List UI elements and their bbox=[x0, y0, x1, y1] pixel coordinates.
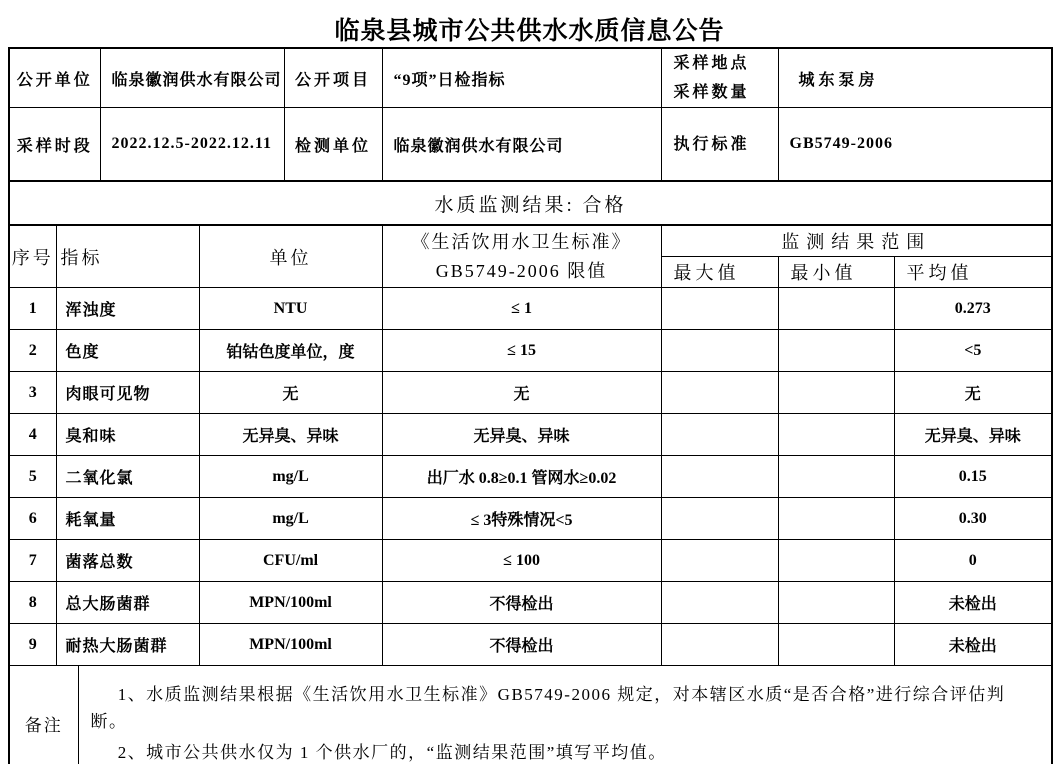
cell-limit: 不得检出 bbox=[382, 624, 661, 666]
header-range-group: 监测结果范围 bbox=[661, 225, 1052, 257]
cell-max bbox=[661, 498, 778, 540]
cell-max bbox=[661, 582, 778, 624]
cell-min bbox=[778, 582, 894, 624]
sampling-period-value: 2022.12.5-2022.12.11 bbox=[100, 108, 284, 182]
table-row bbox=[9, 498, 1052, 540]
cell-unit: MPN/100ml bbox=[199, 582, 382, 624]
cell-indicator: 色度 bbox=[56, 330, 199, 372]
result-banner-row bbox=[9, 181, 1052, 225]
cell-avg: 无 bbox=[894, 372, 1052, 414]
cell-indicator: 菌落总数 bbox=[56, 540, 199, 582]
sampling-place-count-label bbox=[661, 48, 778, 108]
cell-no: 3 bbox=[9, 372, 56, 414]
cell-no: 6 bbox=[9, 498, 56, 540]
cell-unit: mg/L bbox=[199, 498, 382, 540]
cell-no: 2 bbox=[9, 330, 56, 372]
cell-min bbox=[778, 456, 894, 498]
sampling-period-label: 采样时段 bbox=[9, 108, 100, 182]
remarks-text bbox=[78, 666, 1052, 764]
public-unit-label: 公开单位 bbox=[9, 48, 100, 108]
cell-no: 9 bbox=[9, 624, 56, 666]
cell-limit: 不得检出 bbox=[382, 582, 661, 624]
table-row bbox=[9, 288, 1052, 330]
header-avg: 平均值 bbox=[894, 257, 1052, 288]
header-unit: 单位 bbox=[199, 225, 382, 288]
cell-avg: <5 bbox=[894, 330, 1052, 372]
cell-unit: 无 bbox=[199, 372, 382, 414]
remarks-label: 备注 bbox=[9, 666, 78, 764]
cell-max bbox=[661, 624, 778, 666]
cell-avg: 未检出 bbox=[894, 582, 1052, 624]
cell-min bbox=[778, 372, 894, 414]
cell-max bbox=[661, 456, 778, 498]
table-row bbox=[9, 624, 1052, 666]
remark-item-2: 2、城市公共供水仅为 1 个供水厂的，“监测结果范围”填写平均值。 bbox=[117, 742, 667, 762]
table-row bbox=[9, 330, 1052, 372]
cell-limit: 无异臭、异味 bbox=[382, 414, 661, 456]
header-limit-line2: GB5749-2006 限值 bbox=[435, 260, 608, 281]
cell-limit: 出厂水 0.8≥0.1 管网水≥0.02 bbox=[382, 456, 661, 498]
cell-limit: ≤ 1 bbox=[382, 288, 661, 330]
header-max: 最大值 bbox=[661, 257, 778, 288]
cell-limit: ≤ 3特殊情况<5 bbox=[382, 498, 661, 540]
cell-avg: 0.273 bbox=[894, 288, 1052, 330]
page-title: 临泉县城市公共供水水质信息公告 bbox=[334, 16, 725, 45]
cell-limit: ≤ 15 bbox=[382, 330, 661, 372]
cell-limit: 无 bbox=[382, 372, 661, 414]
cell-unit: 铂钴色度单位，度 bbox=[199, 330, 382, 372]
cell-indicator: 臭和味 bbox=[56, 414, 199, 456]
water-quality-table bbox=[8, 47, 1053, 764]
cell-unit: NTU bbox=[199, 288, 382, 330]
cell-indicator: 耐热大肠菌群 bbox=[56, 624, 199, 666]
standard-label: 执行标准 bbox=[661, 108, 778, 182]
cell-avg: 未检出 bbox=[894, 624, 1052, 666]
info-row-2 bbox=[9, 108, 1052, 182]
cell-indicator: 耗氧量 bbox=[56, 498, 199, 540]
table-row bbox=[9, 456, 1052, 498]
header-indicator: 指标 bbox=[56, 225, 199, 288]
cell-min bbox=[778, 288, 894, 330]
cell-min bbox=[778, 414, 894, 456]
sampling-count-label: 采样数量 bbox=[673, 84, 750, 101]
header-limit bbox=[382, 225, 661, 288]
cell-avg: 0.15 bbox=[894, 456, 1052, 498]
cell-max bbox=[661, 540, 778, 582]
public-item-value: “9项”日检指标 bbox=[382, 48, 661, 108]
cell-min bbox=[778, 330, 894, 372]
result-banner: 水质监测结果: 合格 bbox=[9, 181, 1052, 225]
cell-avg: 0 bbox=[894, 540, 1052, 582]
cell-max bbox=[661, 288, 778, 330]
cell-max bbox=[661, 414, 778, 456]
standard-value: GB5749-2006 bbox=[778, 108, 1052, 182]
cell-no: 5 bbox=[9, 456, 56, 498]
cell-min bbox=[778, 540, 894, 582]
cell-unit: 无异臭、异味 bbox=[199, 414, 382, 456]
cell-min bbox=[778, 498, 894, 540]
table-row bbox=[9, 540, 1052, 582]
cell-indicator: 二氧化氯 bbox=[56, 456, 199, 498]
header-limit-line1: 《生活饮用水卫生标准》 bbox=[411, 231, 632, 252]
table-row bbox=[9, 372, 1052, 414]
cell-indicator: 肉眼可见物 bbox=[56, 372, 199, 414]
cell-unit: MPN/100ml bbox=[199, 624, 382, 666]
remarks-row bbox=[9, 666, 1052, 764]
cell-no: 8 bbox=[9, 582, 56, 624]
testing-unit-value: 临泉徽润供水有限公司 bbox=[382, 108, 661, 182]
sampling-place-value: 城东泵房 bbox=[778, 48, 1052, 108]
sampling-place-label: 采样地点 bbox=[673, 55, 750, 72]
cell-max bbox=[661, 330, 778, 372]
cell-unit: mg/L bbox=[199, 456, 382, 498]
cell-avg: 0.30 bbox=[894, 498, 1052, 540]
cell-min bbox=[778, 624, 894, 666]
public-item-label: 公开项目 bbox=[284, 48, 382, 108]
cell-avg: 无异臭、异味 bbox=[894, 414, 1052, 456]
cell-no: 4 bbox=[9, 414, 56, 456]
header-min: 最小值 bbox=[778, 257, 894, 288]
cell-unit: CFU/ml bbox=[199, 540, 382, 582]
cell-max bbox=[661, 372, 778, 414]
remark-item-1: 1、水质监测结果根据《生活饮用水卫生标准》GB5749-2006 规定，对本辖区水质“是否合格”进行综合评估判断。 bbox=[90, 684, 1006, 731]
info-row-1 bbox=[9, 48, 1052, 108]
table-row bbox=[9, 414, 1052, 456]
header-no: 序号 bbox=[9, 225, 56, 288]
cell-no: 1 bbox=[9, 288, 56, 330]
cell-limit: ≤ 100 bbox=[382, 540, 661, 582]
testing-unit-label: 检测单位 bbox=[284, 108, 382, 182]
table-row bbox=[9, 582, 1052, 624]
cell-indicator: 总大肠菌群 bbox=[56, 582, 199, 624]
table-header-row-1 bbox=[9, 225, 1052, 257]
public-unit-value: 临泉徽润供水有限公司 bbox=[100, 48, 284, 108]
cell-no: 7 bbox=[9, 540, 56, 582]
cell-indicator: 浑浊度 bbox=[56, 288, 199, 330]
